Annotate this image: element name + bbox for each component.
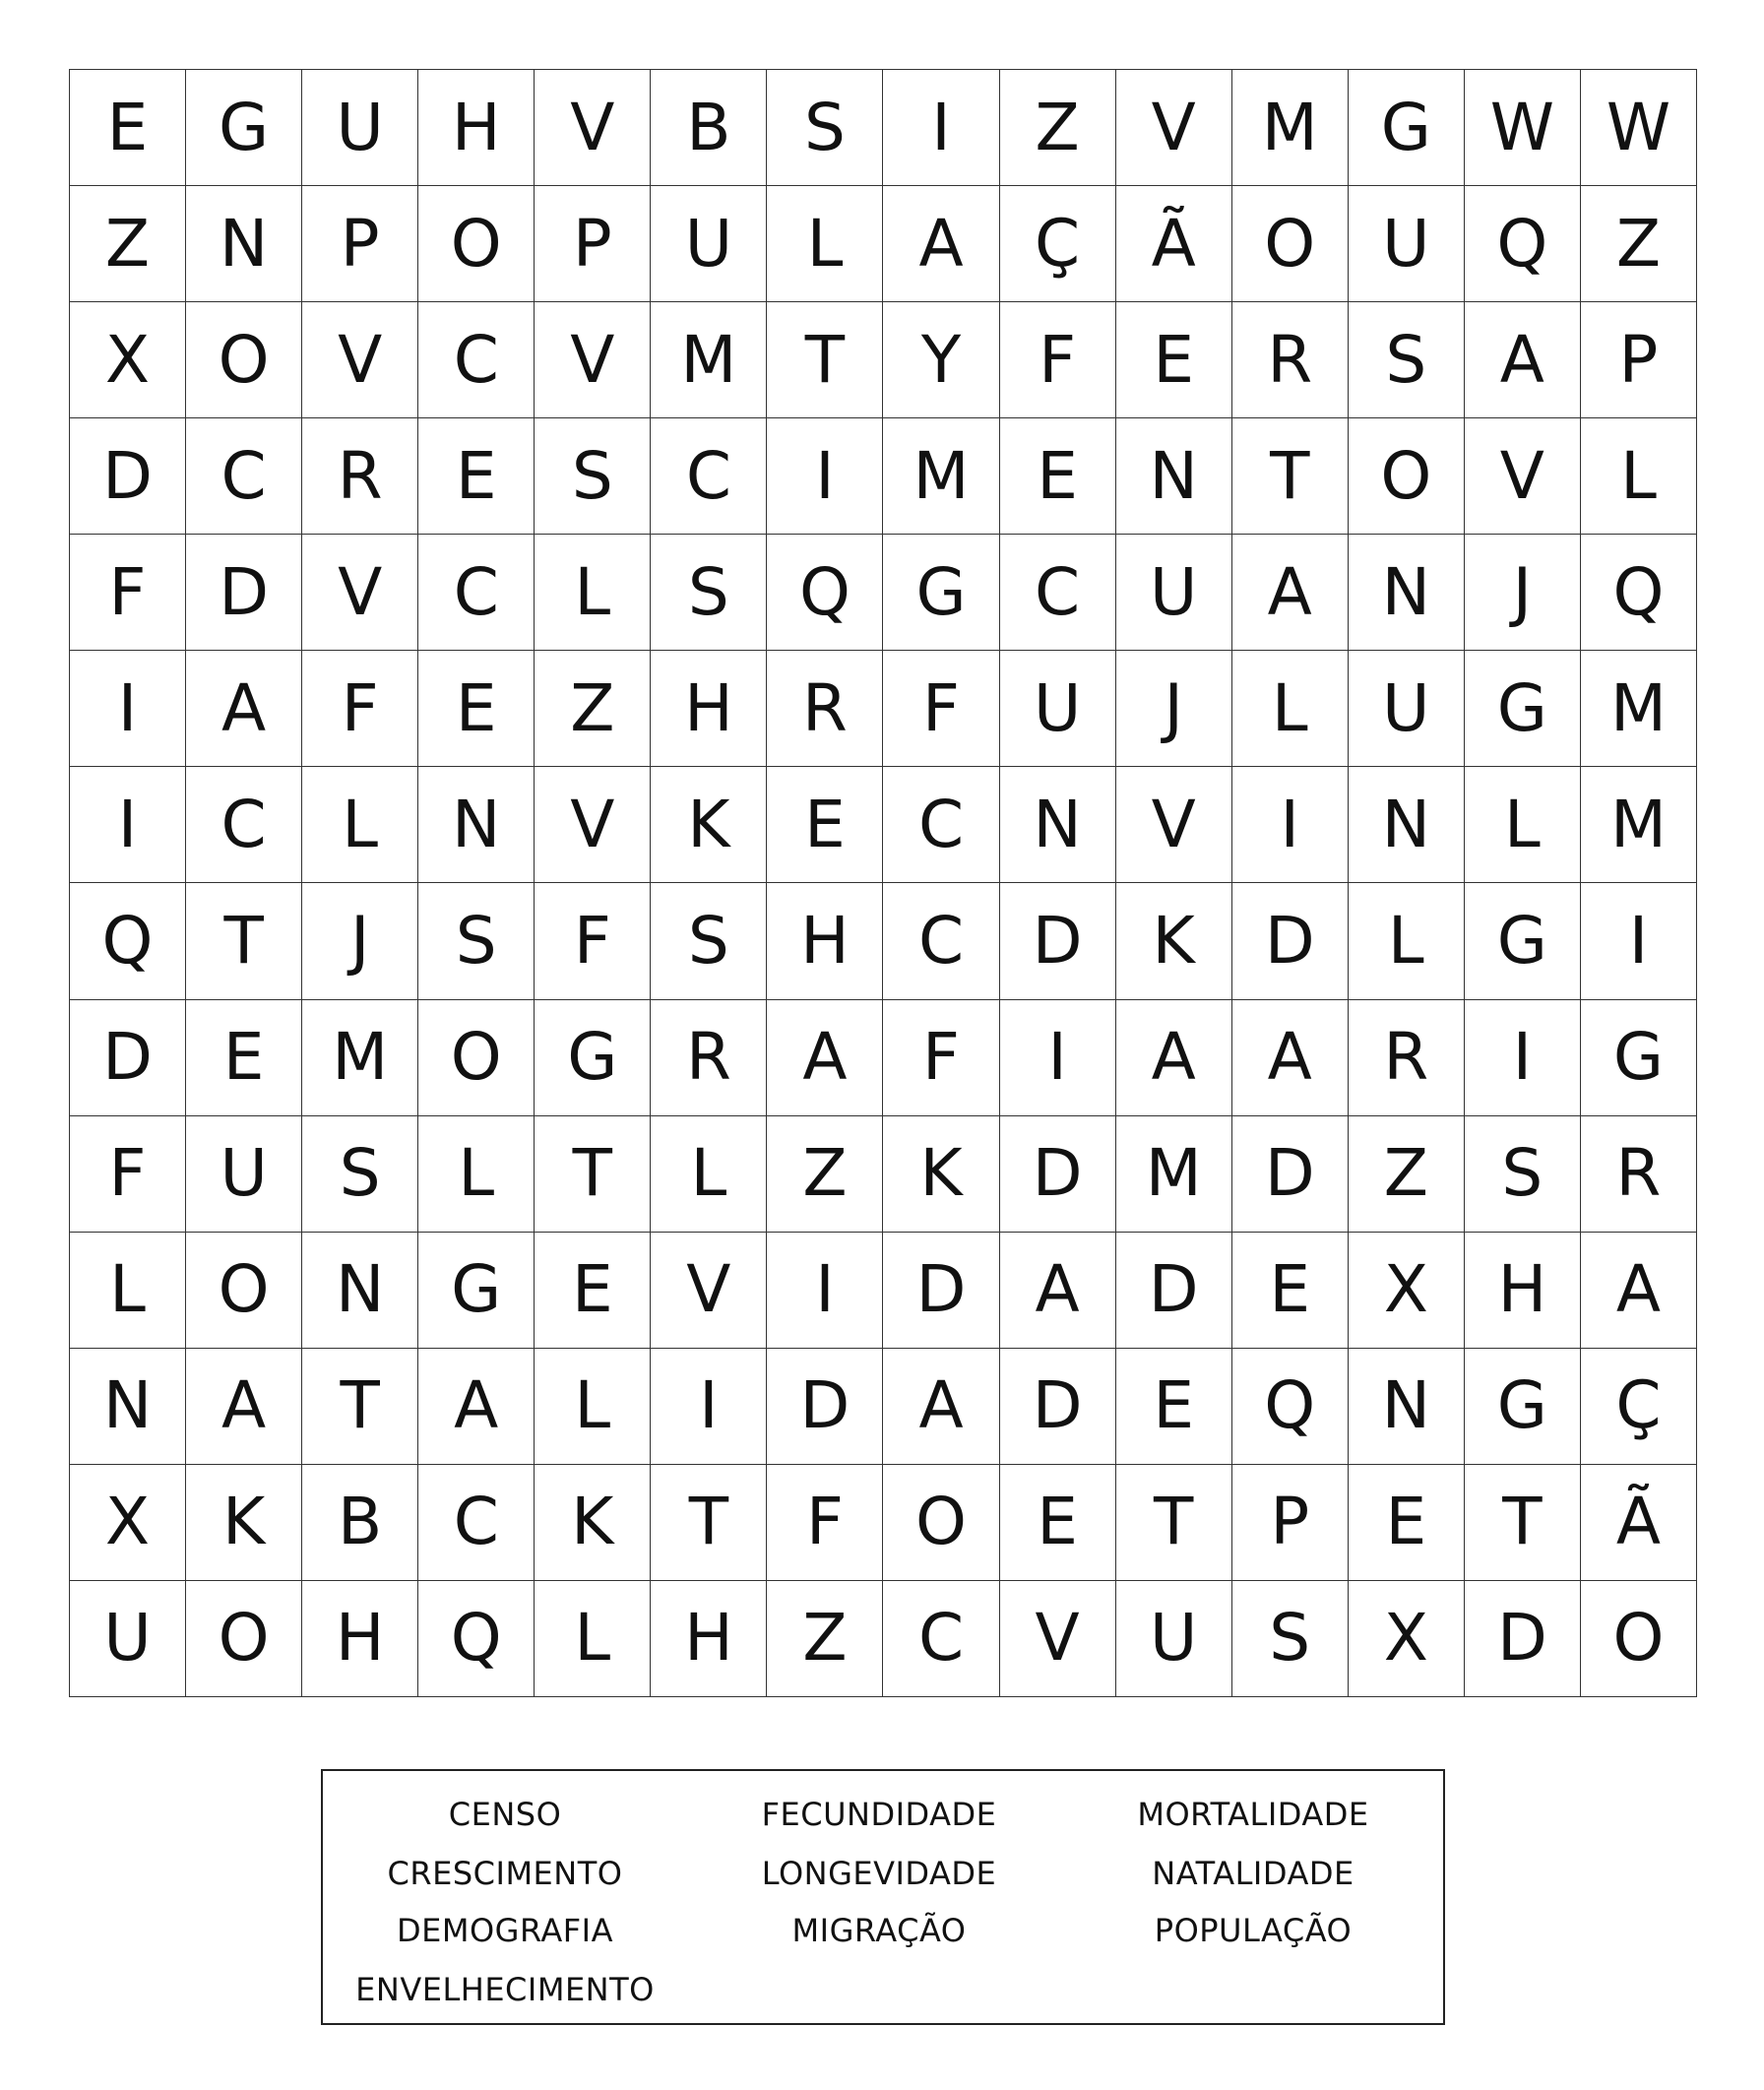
- word-list-item: LONGEVIDADE: [761, 1855, 997, 1892]
- word-list-item: FECUNDIDADE: [761, 1796, 997, 1833]
- grid-cell[interactable]: E: [1116, 302, 1232, 418]
- grid-cell[interactable]: A: [1232, 535, 1349, 651]
- word-list-box: [321, 1769, 1445, 2025]
- grid-cell[interactable]: U: [70, 1581, 186, 1697]
- grid-cell[interactable]: V: [1465, 418, 1581, 535]
- grid-cell[interactable]: E: [1116, 1349, 1232, 1465]
- grid-cell[interactable]: F: [70, 535, 186, 651]
- grid-cell[interactable]: E: [1349, 1465, 1465, 1581]
- grid-cell[interactable]: X: [1349, 1581, 1465, 1697]
- grid-cell[interactable]: D: [70, 1000, 186, 1116]
- grid-cell[interactable]: D: [767, 1349, 883, 1465]
- grid-cell[interactable]: L: [1349, 883, 1465, 999]
- grid-cell[interactable]: H: [302, 1581, 418, 1697]
- grid-cell[interactable]: A: [883, 186, 999, 302]
- grid-cell[interactable]: L: [767, 186, 883, 302]
- grid-cell[interactable]: D: [186, 535, 302, 651]
- grid-cell[interactable]: E: [1000, 1465, 1116, 1581]
- grid-cell[interactable]: J: [1465, 535, 1581, 651]
- grid-cell[interactable]: O: [1581, 1581, 1697, 1697]
- grid-cell[interactable]: C: [883, 767, 999, 883]
- grid-cell[interactable]: D: [1465, 1581, 1581, 1697]
- grid-cell[interactable]: A: [1465, 302, 1581, 418]
- grid-cell[interactable]: Q: [70, 883, 186, 999]
- word-list-item: ENVELHECIMENTO: [355, 1971, 655, 2008]
- grid-cell[interactable]: N: [418, 767, 535, 883]
- grid-cell[interactable]: Z: [1349, 1116, 1465, 1233]
- grid-cell[interactable]: H: [418, 70, 535, 186]
- grid-cell[interactable]: C: [418, 535, 535, 651]
- grid-cell[interactable]: I: [767, 1233, 883, 1349]
- grid-cell[interactable]: M: [1581, 767, 1697, 883]
- grid-cell[interactable]: U: [651, 186, 767, 302]
- grid-cell[interactable]: A: [883, 1349, 999, 1465]
- grid-cell[interactable]: F: [883, 1000, 999, 1116]
- grid-cell[interactable]: A: [1581, 1233, 1697, 1349]
- grid-cell[interactable]: R: [1349, 1000, 1465, 1116]
- grid-cell[interactable]: B: [651, 70, 767, 186]
- word-list-item: NATALIDADE: [1152, 1855, 1354, 1892]
- grid-cell[interactable]: G: [1465, 883, 1581, 999]
- grid-cell[interactable]: A: [1116, 1000, 1232, 1116]
- grid-cell[interactable]: C: [186, 767, 302, 883]
- grid-cell[interactable]: L: [302, 767, 418, 883]
- grid-cell[interactable]: K: [535, 1465, 651, 1581]
- word-list-item: MORTALIDADE: [1137, 1796, 1369, 1833]
- grid-cell[interactable]: Q: [1232, 1349, 1349, 1465]
- grid-cell[interactable]: Z: [535, 651, 651, 767]
- grid-cell[interactable]: E: [70, 70, 186, 186]
- grid-cell[interactable]: D: [1000, 1116, 1116, 1233]
- grid-cell[interactable]: O: [418, 186, 535, 302]
- grid-cell[interactable]: A: [186, 1349, 302, 1465]
- grid-cell[interactable]: M: [1581, 651, 1697, 767]
- grid-cell[interactable]: V: [302, 302, 418, 418]
- grid-cell[interactable]: C: [418, 1465, 535, 1581]
- grid-cell[interactable]: O: [186, 302, 302, 418]
- grid-cell[interactable]: Ã: [1581, 1465, 1697, 1581]
- grid-cell[interactable]: K: [186, 1465, 302, 1581]
- word-search-grid: [69, 69, 1697, 1697]
- grid-cell[interactable]: B: [302, 1465, 418, 1581]
- grid-cell[interactable]: D: [1232, 883, 1349, 999]
- grid-cell[interactable]: A: [767, 1000, 883, 1116]
- grid-cell[interactable]: Ç: [1000, 186, 1116, 302]
- grid-cell[interactable]: Z: [767, 1116, 883, 1233]
- grid-cell[interactable]: G: [418, 1233, 535, 1349]
- grid-cell[interactable]: U: [1349, 651, 1465, 767]
- word-list-item: CRESCIMENTO: [387, 1855, 623, 1892]
- grid-cell[interactable]: N: [1349, 535, 1465, 651]
- grid-cell[interactable]: Q: [1581, 535, 1697, 651]
- grid-cell[interactable]: V: [535, 767, 651, 883]
- grid-cell[interactable]: C: [883, 883, 999, 999]
- grid-cell[interactable]: Z: [767, 1581, 883, 1697]
- grid-cell[interactable]: A: [418, 1349, 535, 1465]
- grid-cell[interactable]: V: [302, 535, 418, 651]
- grid-cell[interactable]: H: [1465, 1233, 1581, 1349]
- grid-cell[interactable]: S: [535, 418, 651, 535]
- grid-cell[interactable]: G: [1465, 1349, 1581, 1465]
- grid-cell[interactable]: G: [1349, 70, 1465, 186]
- grid-cell[interactable]: D: [1116, 1233, 1232, 1349]
- grid-cell[interactable]: T: [302, 1349, 418, 1465]
- grid-cell[interactable]: Ã: [1116, 186, 1232, 302]
- grid-cell[interactable]: F: [883, 651, 999, 767]
- grid-cell[interactable]: O: [1349, 418, 1465, 535]
- grid-cell[interactable]: E: [418, 651, 535, 767]
- grid-cell[interactable]: T: [1465, 1465, 1581, 1581]
- grid-cell[interactable]: U: [1000, 651, 1116, 767]
- grid-cell[interactable]: R: [651, 1000, 767, 1116]
- grid-cell[interactable]: H: [651, 1581, 767, 1697]
- grid-cell[interactable]: W: [1581, 70, 1697, 186]
- grid-cell[interactable]: L: [651, 1116, 767, 1233]
- grid-cell[interactable]: X: [1349, 1233, 1465, 1349]
- grid-cell[interactable]: L: [70, 1233, 186, 1349]
- grid-cell[interactable]: F: [302, 651, 418, 767]
- grid-cell[interactable]: O: [883, 1465, 999, 1581]
- word-list-item: CENSO: [448, 1796, 562, 1833]
- grid-cell[interactable]: T: [1116, 1465, 1232, 1581]
- grid-cell[interactable]: N: [70, 1349, 186, 1465]
- grid-cell[interactable]: F: [1000, 302, 1116, 418]
- grid-cell[interactable]: U: [1349, 186, 1465, 302]
- grid-cell[interactable]: X: [70, 1465, 186, 1581]
- grid-cell[interactable]: C: [883, 1581, 999, 1697]
- grid-cell[interactable]: S: [651, 535, 767, 651]
- grid-cell[interactable]: C: [651, 418, 767, 535]
- grid-cell[interactable]: H: [651, 651, 767, 767]
- grid-cell[interactable]: N: [186, 186, 302, 302]
- grid-cell[interactable]: Q: [418, 1581, 535, 1697]
- grid-cell[interactable]: M: [651, 302, 767, 418]
- word-list-item: DEMOGRAFIA: [396, 1912, 614, 1949]
- grid-cell[interactable]: E: [535, 1233, 651, 1349]
- grid-cell[interactable]: J: [302, 883, 418, 999]
- grid-cell[interactable]: P: [302, 186, 418, 302]
- grid-cell[interactable]: P: [535, 186, 651, 302]
- grid-cell[interactable]: S: [1349, 302, 1465, 418]
- grid-cell[interactable]: C: [186, 418, 302, 535]
- grid-cell[interactable]: G: [186, 70, 302, 186]
- grid-cell[interactable]: I: [1000, 1000, 1116, 1116]
- grid-cell[interactable]: T: [767, 302, 883, 418]
- grid-cell[interactable]: E: [1232, 1233, 1349, 1349]
- grid-cell[interactable]: S: [651, 883, 767, 999]
- grid-cell[interactable]: A: [186, 651, 302, 767]
- grid-cell[interactable]: S: [418, 883, 535, 999]
- word-list-item: POPULAÇÃO: [1154, 1912, 1353, 1949]
- grid-cell[interactable]: U: [1116, 1581, 1232, 1697]
- grid-cell[interactable]: I: [883, 70, 999, 186]
- grid-cell[interactable]: U: [186, 1116, 302, 1233]
- grid-cell[interactable]: E: [186, 1000, 302, 1116]
- grid-cell[interactable]: X: [70, 302, 186, 418]
- grid-cell[interactable]: G: [1465, 651, 1581, 767]
- grid-cell[interactable]: P: [1232, 1465, 1349, 1581]
- grid-cell[interactable]: R: [302, 418, 418, 535]
- grid-cell[interactable]: Y: [883, 302, 999, 418]
- grid-cell[interactable]: V: [651, 1233, 767, 1349]
- grid-cell[interactable]: Z: [70, 186, 186, 302]
- grid-cell[interactable]: M: [883, 418, 999, 535]
- grid-cell[interactable]: U: [1116, 535, 1232, 651]
- grid-cell[interactable]: Q: [767, 535, 883, 651]
- grid-cell[interactable]: G: [883, 535, 999, 651]
- grid-cell[interactable]: C: [1000, 535, 1116, 651]
- grid-cell[interactable]: D: [1000, 1349, 1116, 1465]
- grid-cell[interactable]: V: [1000, 1581, 1116, 1697]
- grid-cell[interactable]: R: [1232, 302, 1349, 418]
- grid-cell[interactable]: S: [302, 1116, 418, 1233]
- grid-cell[interactable]: L: [535, 1581, 651, 1697]
- grid-cell[interactable]: H: [767, 883, 883, 999]
- grid-cell[interactable]: Q: [1465, 186, 1581, 302]
- grid-cell[interactable]: D: [883, 1233, 999, 1349]
- grid-cell[interactable]: P: [1581, 302, 1697, 418]
- grid-cell[interactable]: U: [302, 70, 418, 186]
- grid-cell[interactable]: I: [767, 418, 883, 535]
- grid-cell[interactable]: M: [1116, 1116, 1232, 1233]
- grid-cell[interactable]: W: [1465, 70, 1581, 186]
- grid-cell[interactable]: V: [535, 302, 651, 418]
- grid-cell[interactable]: G: [535, 1000, 651, 1116]
- grid-cell[interactable]: N: [1349, 767, 1465, 883]
- grid-cell[interactable]: D: [1000, 883, 1116, 999]
- grid-cell[interactable]: I: [70, 651, 186, 767]
- grid-cell[interactable]: M: [1232, 70, 1349, 186]
- grid-cell[interactable]: E: [1000, 418, 1116, 535]
- grid-cell[interactable]: K: [651, 767, 767, 883]
- grid-cell[interactable]: E: [418, 418, 535, 535]
- word-list-item: MIGRAÇÃO: [791, 1912, 967, 1949]
- grid-cell[interactable]: I: [1232, 767, 1349, 883]
- grid-cell[interactable]: G: [1581, 1000, 1697, 1116]
- grid-cell[interactable]: C: [418, 302, 535, 418]
- grid-cell[interactable]: I: [1465, 1000, 1581, 1116]
- grid-cell[interactable]: K: [883, 1116, 999, 1233]
- grid-cell[interactable]: V: [1116, 70, 1232, 186]
- grid-cell[interactable]: F: [70, 1116, 186, 1233]
- grid-cell[interactable]: Ç: [1581, 1349, 1697, 1465]
- grid-cell[interactable]: O: [186, 1581, 302, 1697]
- grid-cell[interactable]: L: [1581, 418, 1697, 535]
- grid-cell[interactable]: N: [1116, 418, 1232, 535]
- grid-cell[interactable]: L: [418, 1116, 535, 1233]
- grid-cell[interactable]: O: [186, 1233, 302, 1349]
- grid-cell[interactable]: T: [651, 1465, 767, 1581]
- grid-cell[interactable]: V: [535, 70, 651, 186]
- grid-cell[interactable]: N: [302, 1233, 418, 1349]
- grid-cell[interactable]: R: [767, 651, 883, 767]
- grid-cell[interactable]: F: [535, 883, 651, 999]
- grid-cell[interactable]: L: [1232, 651, 1349, 767]
- grid-cell[interactable]: T: [535, 1116, 651, 1233]
- grid-cell[interactable]: V: [1116, 767, 1232, 883]
- grid-cell[interactable]: I: [70, 767, 186, 883]
- grid-cell[interactable]: S: [767, 70, 883, 186]
- grid-cell[interactable]: T: [186, 883, 302, 999]
- grid-cell[interactable]: K: [1116, 883, 1232, 999]
- grid-cell[interactable]: R: [1581, 1116, 1697, 1233]
- grid-cell[interactable]: A: [1232, 1000, 1349, 1116]
- grid-cell[interactable]: L: [535, 1349, 651, 1465]
- grid-cell[interactable]: L: [535, 535, 651, 651]
- grid-cell[interactable]: O: [1232, 186, 1349, 302]
- grid-cell[interactable]: I: [651, 1349, 767, 1465]
- grid-cell[interactable]: L: [1465, 767, 1581, 883]
- grid-cell[interactable]: D: [1232, 1116, 1349, 1233]
- grid-cell[interactable]: M: [302, 1000, 418, 1116]
- grid-cell[interactable]: S: [1232, 1581, 1349, 1697]
- grid-cell[interactable]: F: [767, 1465, 883, 1581]
- grid-cell[interactable]: J: [1116, 651, 1232, 767]
- grid-cell[interactable]: A: [1000, 1233, 1116, 1349]
- grid-cell[interactable]: E: [767, 767, 883, 883]
- grid-cell[interactable]: Z: [1581, 186, 1697, 302]
- grid-cell[interactable]: O: [418, 1000, 535, 1116]
- grid-cell[interactable]: I: [1581, 883, 1697, 999]
- grid-cell[interactable]: Z: [1000, 70, 1116, 186]
- grid-cell[interactable]: D: [70, 418, 186, 535]
- grid-cell[interactable]: T: [1232, 418, 1349, 535]
- grid-cell[interactable]: S: [1465, 1116, 1581, 1233]
- grid-cell[interactable]: N: [1349, 1349, 1465, 1465]
- grid-cell[interactable]: N: [1000, 767, 1116, 883]
